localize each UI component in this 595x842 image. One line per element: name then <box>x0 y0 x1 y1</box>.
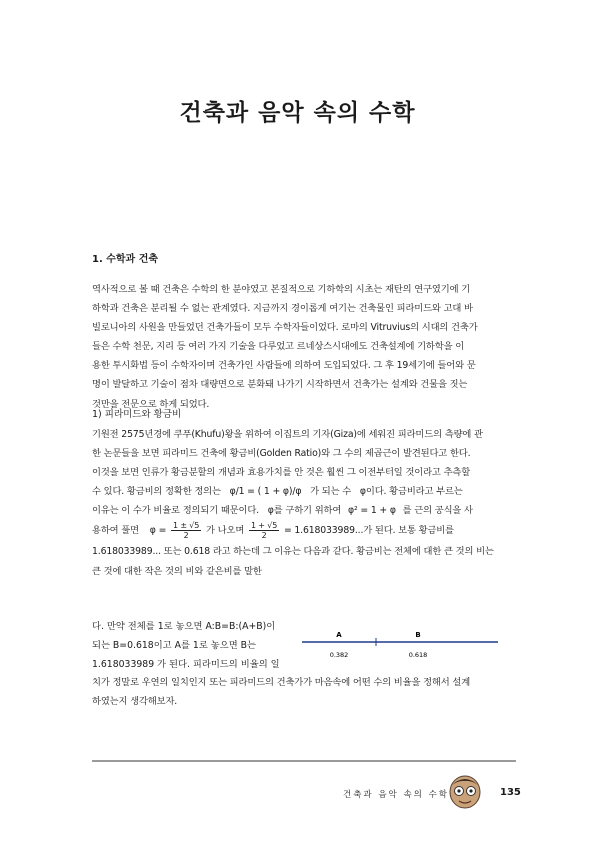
subsection-heading: 1) 피라미드와 황금비 <box>92 409 182 420</box>
paragraph-line: 이것을 보면 인류가 황금분할의 개념과 효용가치를 안 것은 훨씬 그 이전부터일 것이라고 추측할 <box>92 467 471 479</box>
text-run: 가 나오며 <box>206 525 245 537</box>
text-run: = 1.618033989...가 된다. 보통 황금비를 <box>283 525 454 537</box>
label-a: A <box>336 631 342 639</box>
paragraph-line: 큰 것에 대한 작은 것의 비와 같은비를 말한 <box>92 565 262 577</box>
paragraph-line: 역사적으로 볼 때 건축은 수학의 한 분야였고 본질적으로 기하학의 시초는 재탄의 연구였기에 기 <box>92 284 471 295</box>
golden-ratio-paragraph <box>92 425 512 581</box>
paragraph-line: 명이 발달하고 기술이 점차 대량면으로 분화돼 나가기 시작하면서 건축가는 설계와 건물을 짓는 <box>92 379 468 391</box>
golden-ratio-formula: φ/1 = ( 1 + φ)/φ <box>229 486 302 498</box>
fraction-2 <box>249 521 279 540</box>
value-b: 0.618 <box>408 651 428 659</box>
fraction-1 <box>171 521 201 540</box>
paragraph-line: 하였는지 생각해보자. <box>92 696 178 708</box>
paragraph-line <box>92 501 512 520</box>
mascot-face-icon <box>446 770 484 810</box>
narrow-paragraph <box>92 617 290 674</box>
text-run: 가 되는 수 <box>310 486 352 498</box>
section-heading: 1. 수학과 건축 <box>92 254 159 265</box>
paragraph-line: 1.618033989... 또는 0.618 라고 하는데 그 이유는 다음과 같다. 황금비는 전체에 대한 큰 것의 비는 <box>92 546 494 558</box>
quadratic-formula: φ² = 1 + φ <box>348 505 396 517</box>
paragraph-line: 빌로니아의 사원을 만들었던 건축가들이 모두 수학자들이었다. 로마의 Vitruvius의 시대의 건축가 <box>92 322 478 334</box>
paragraph-line: 되는 B=0.618이고 A를 1로 놓으면 B는 <box>92 640 257 652</box>
page-title: 건축과 음악 속의 수학 <box>179 100 416 126</box>
fraction-numerator: 1 + √5 <box>250 521 278 531</box>
intro-paragraph <box>92 280 512 414</box>
text-run: 이유는 이 수가 비율로 정의되기 때문이다. <box>92 505 259 517</box>
closing-paragraph <box>92 673 512 711</box>
paragraph-line: 것만을 전문으로 하게 되었다. <box>92 398 210 410</box>
paragraph-line: 하학과 건축은 분리될 수 없는 관계였다. 지금까지 경이롭게 여기는 건축물인 피라미드와 고대 바 <box>92 303 473 315</box>
page-number: 135 <box>500 787 521 798</box>
fraction-denominator: 2 <box>183 531 189 541</box>
paragraph-line: 치가 정말로 우연의 일치인지 또는 피라미드의 건축가가 마음속에 어떤 수의 비율을 정해서 설계 <box>92 677 471 688</box>
phi-symbol: φ = <box>149 525 167 537</box>
fraction-denominator: 2 <box>261 531 267 541</box>
text-run: φ이다. 황금비라고 부르는 <box>359 486 463 498</box>
golden-section-diagram <box>300 628 500 664</box>
text-run: φ를 구하기 위하여 <box>267 505 342 517</box>
running-title: 건축과 음악 속의 수학 <box>343 790 450 800</box>
paragraph-line: 한 논문들을 보면 피라미드 건축에 황금비(Golden Ratio)와 그 수의 제곱근이 발견된다고 한다. <box>92 448 471 460</box>
text-run: 를 근의 공식을 사 <box>402 505 473 517</box>
footer-rule <box>92 760 516 762</box>
paragraph-line: 기원전 2575년경에 쿠푸(Khufu)왕을 위하여 이집트의 기자(Giza)에 세워진 피라미드의 측량에 관 <box>92 429 483 440</box>
value-a: 0.382 <box>329 651 349 659</box>
paragraph-line: 용한 투시화법 등이 수학자이며 건축가인 사람들에 의하여 도입되었다. 그 후 19세기에 들어와 문 <box>92 360 476 372</box>
paragraph-line: 들은 수학 천문, 지리 등 여러 가지 기술을 다루었고 르네상스시대에도 건축설계에 기하학을 이 <box>92 341 465 353</box>
paragraph-line: 다. 만약 전체를 1로 놓으면 A:B=B:(A+B)이 <box>92 621 276 632</box>
text-run: 수 있다. 황금비의 정확한 정의는 <box>92 486 221 498</box>
paragraph-line: 1.618033989 가 된다. 피라미드의 비율의 일 <box>92 659 280 671</box>
paragraph-line <box>92 482 512 501</box>
label-b: B <box>415 631 421 639</box>
paragraph-line <box>92 520 512 542</box>
fraction-numerator: 1 ± √5 <box>173 521 200 531</box>
text-run: 용하여 풀면 <box>92 525 139 537</box>
